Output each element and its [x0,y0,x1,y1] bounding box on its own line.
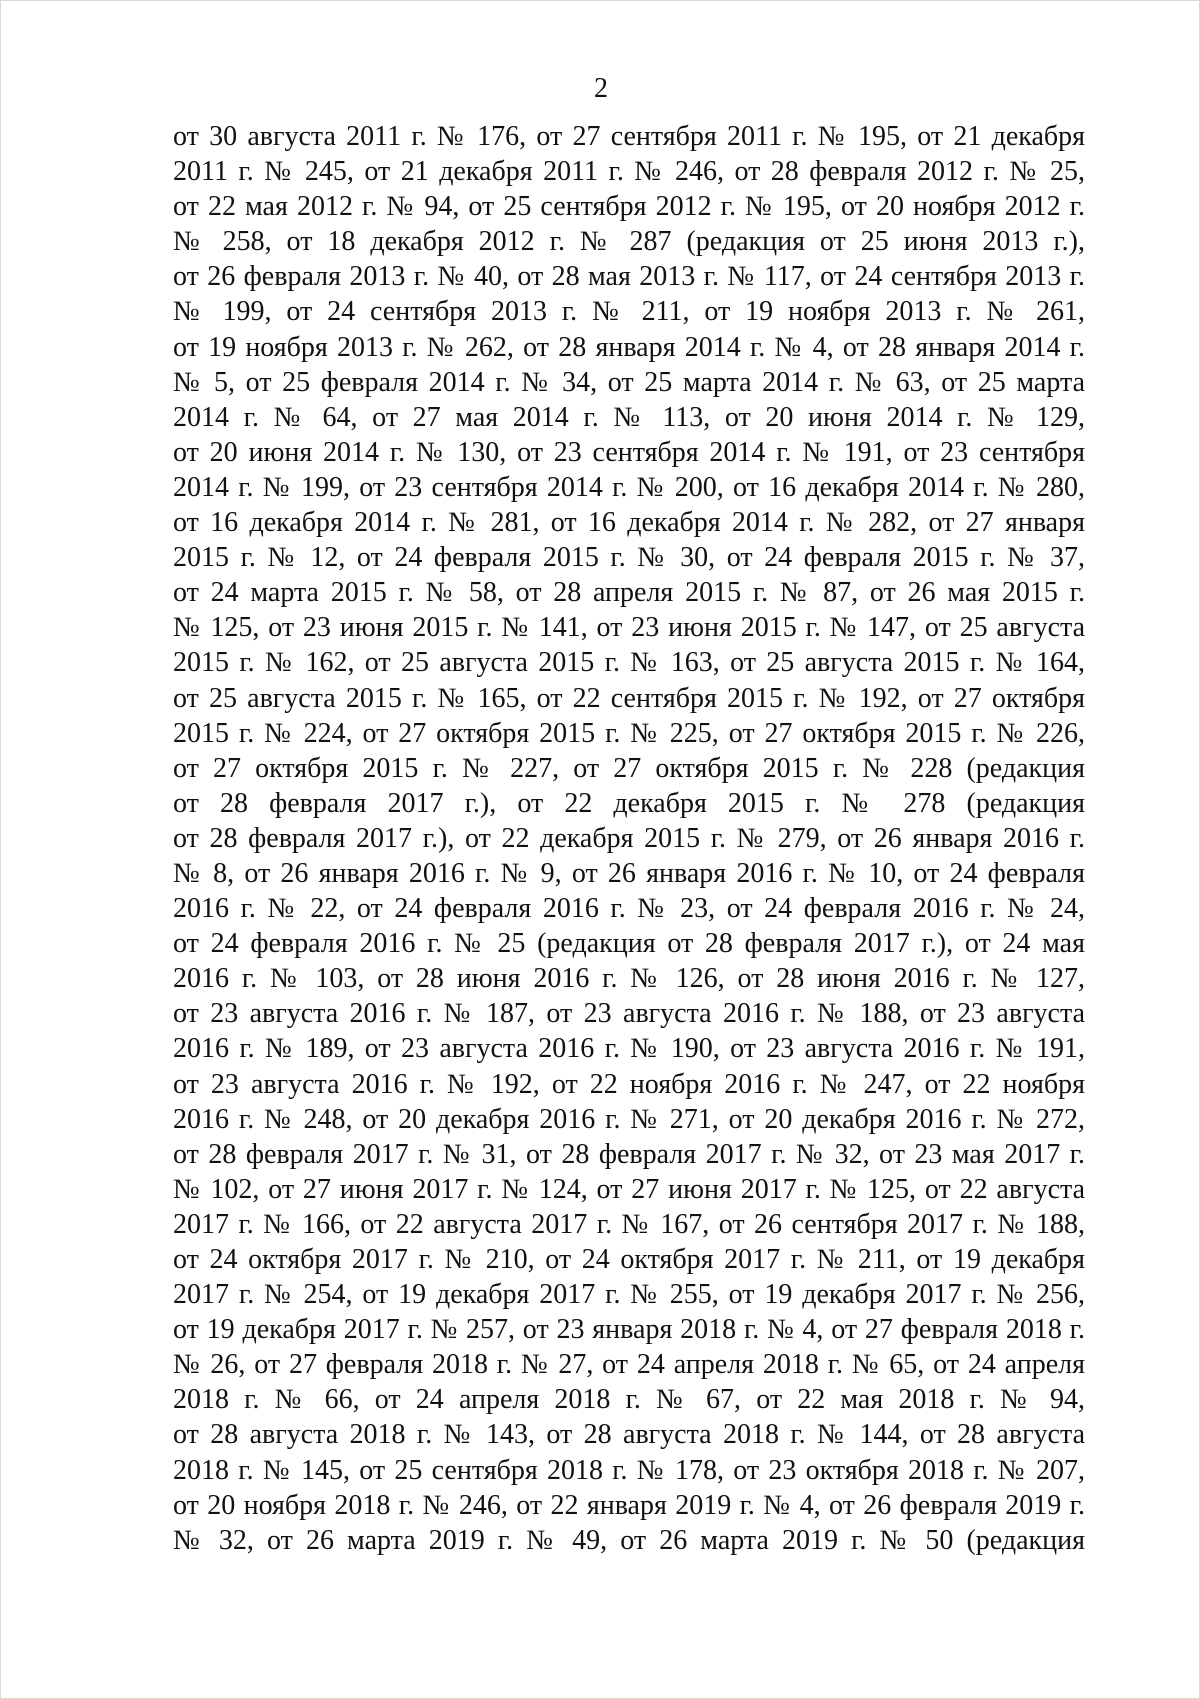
text-line: от 27 октября 2015 г. № 227, от 27 октября 2015 г. № 228 (редакция [173,752,1085,784]
text-line: от 24 октября 2017 г. № 210, от 24 октября 2017 г. № 211, от 19 декабря [173,1244,1085,1275]
text-line: от 20 июня 2014 г. № 130, от 23 сентября 2014 г. № 191, от 23 сентября [173,436,1085,468]
text-line: 2015 г. № 224, от 27 октября 2015 г. № 225, от 27 октября 2015 г. № 226, [173,717,1085,749]
text-line: от 30 августа 2011 г. № 176, от 27 сентября 2011 г. № 195, от 21 декабря [173,121,1085,152]
text-line: 2016 г. № 189, от 23 августа 2016 г. № 190, от 23 августа 2016 г. № 191, [173,1033,1085,1065]
text-line: № 32, от 26 марта 2019 г. № 49, от 26 марта 2019 г. № 50 (редакция [173,1524,1085,1556]
text-line: № 26, от 27 февраля 2018 г. № 27, от 24 апреля 2018 г. № 65, от 24 апреля [173,1349,1085,1381]
page-number: 2 [594,73,608,104]
text-line: от 28 августа 2018 г. № 143, от 28 августа 2018 г. № 144, от 28 августа [173,1419,1085,1451]
text-line: № 125, от 23 июня 2015 г. № 141, от 23 июня 2015 г. № 147, от 25 августа [173,612,1085,644]
text-line: 2014 г. № 199, от 23 сентября 2014 г. № 200, от 16 декабря 2014 г. № 280, [173,471,1085,503]
text-line: от 26 февраля 2013 г. № 40, от 28 мая 2013 г. № 117, от 24 сентября 2013 г. [173,261,1085,293]
text-line: 2017 г. № 254, от 19 декабря 2017 г. № 255, от 19 декабря 2017 г. № 256, [173,1279,1085,1311]
body-text [173,119,1085,1558]
text-line: от 23 августа 2016 г. № 187, от 23 августа 2016 г. № 188, от 23 августа [173,998,1085,1030]
text-line: 2011 г. № 245, от 21 декабря 2011 г. № 246, от 28 февраля 2012 г. № 25, [173,156,1085,188]
text-line: № 199, от 24 сентября 2013 г. № 211, от 19 ноября 2013 г. № 261, [173,296,1085,328]
text-line: 2015 г. № 162, от 25 августа 2015 г. № 163, от 25 августа 2015 г. № 164, [173,647,1085,679]
text-line: № 5, от 25 февраля 2014 г. № 34, от 25 марта 2014 г. № 63, от 25 марта [173,366,1085,398]
text-line: от 24 марта 2015 г. № 58, от 28 апреля 2015 г. № 87, от 26 мая 2015 г. [173,577,1085,609]
text-line: от 19 ноября 2013 г. № 262, от 28 января 2014 г. № 4, от 28 января 2014 г. [173,331,1085,363]
text-line: от 28 февраля 2017 г.), от 22 декабря 2015 г. № 279, от 26 января 2016 г. [173,822,1085,854]
text-line: 2016 г. № 103, от 28 июня 2016 г. № 126, от 28 июня 2016 г. № 127, [173,963,1085,995]
text-line: от 23 августа 2016 г. № 192, от 22 ноября 2016 г. № 247, от 22 ноября [173,1068,1085,1100]
text-line: 2015 г. № 12, от 24 февраля 2015 г. № 30, от 24 февраля 2015 г. № 37, [173,542,1085,574]
text-line: от 20 ноября 2018 г. № 246, от 22 января 2019 г. № 4, от 26 февраля 2019 г. [173,1489,1085,1521]
text-line: № 102, от 27 июня 2017 г. № 124, от 27 июня 2017 г. № 125, от 22 августа [173,1173,1085,1205]
text-line: от 28 февраля 2017 г. № 31, от 28 февраля 2017 г. № 32, от 23 мая 2017 г. [173,1138,1085,1170]
text-line: 2018 г. № 66, от 24 апреля 2018 г. № 67, от 22 мая 2018 г. № 94, [173,1384,1085,1416]
text-line: 2018 г. № 145, от 25 сентября 2018 г. № 178, от 23 октября 2018 г. № 207, [173,1454,1085,1486]
text-line: 2014 г. № 64, от 27 мая 2014 г. № 113, от 20 июня 2014 г. № 129, [173,401,1085,433]
text-line: от 25 августа 2015 г. № 165, от 22 сентября 2015 г. № 192, от 27 октября [173,682,1085,714]
text-line: № 258, от 18 декабря 2012 г. № 287 (редакция от 25 июня 2013 г.), [173,226,1085,258]
text-line: 2016 г. № 248, от 20 декабря 2016 г. № 271, от 20 декабря 2016 г. № 272, [173,1103,1085,1135]
text-line: от 28 февраля 2017 г.), от 22 декабря 2015 г. № 278 (редакция [173,787,1085,819]
text-line: от 24 февраля 2016 г. № 25 (редакция от 28 февраля 2017 г.), от 24 мая [173,928,1085,960]
text-line: № 8, от 26 января 2016 г. № 9, от 26 января 2016 г. № 10, от 24 февраля [173,857,1085,889]
text-line: 2017 г. № 166, от 22 августа 2017 г. № 167, от 26 сентября 2017 г. № 188, [173,1208,1085,1240]
text-line: от 16 декабря 2014 г. № 281, от 16 декабря 2014 г. № 282, от 27 января [173,507,1085,539]
text-line: от 22 мая 2012 г. № 94, от 25 сентября 2012 г. № 195, от 20 ноября 2012 г. [173,191,1085,223]
text-line: от 19 декабря 2017 г. № 257, от 23 января 2018 г. № 4, от 27 февраля 2018 г. [173,1314,1085,1346]
text-line: 2016 г. № 22, от 24 февраля 2016 г. № 23, от 24 февраля 2016 г. № 24, [173,893,1085,925]
